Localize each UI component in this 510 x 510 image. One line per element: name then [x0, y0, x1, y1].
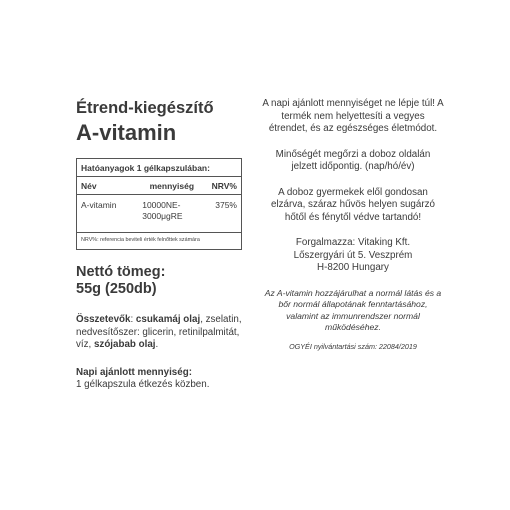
- distributor-country: H-8200 Hungary: [317, 262, 389, 273]
- storage-note: A doboz gyermekek elől gondosan elzárva, száraz hűvös helyen sugárzó hőtől és fénytől védve tartandó!: [271, 186, 435, 223]
- nutrition-table: [76, 158, 242, 250]
- left-column: [76, 98, 246, 392]
- row-amount-line1: 10000NE-: [142, 200, 181, 210]
- distributor-info: [262, 237, 444, 275]
- distributor-address: Lőszergyári út 5. Veszprém: [293, 249, 413, 261]
- ingredients-label: Összetevők: [76, 314, 131, 325]
- dosage-warning: A napi ajánlott mennyiséget ne lépje túl! A termék nem helyettesíti a vegyes étrendet, és az egészséges életmódot.: [262, 98, 444, 134]
- row-name: A-vitamin: [81, 200, 117, 210]
- column-nrv: NRV%: [211, 181, 237, 191]
- product-category: Étrend-kiegészítő: [76, 99, 214, 117]
- ingredients-end: .: [155, 339, 159, 350]
- nutrition-table-columns: [77, 177, 241, 195]
- row-amount: [142, 200, 201, 222]
- ingredients-colon: :: [130, 314, 136, 325]
- health-claim: Az A-vitamin hozzájárulhat a normál látás és a bőr normál állapotának fenntartásához, valamint az immunrendszer normál működéséhez.: [264, 287, 442, 332]
- daily-dose-text: 1 gélkapszula étkezés közben.: [76, 379, 210, 390]
- ingredient-soybean-oil: szójabab olaj: [93, 339, 156, 350]
- net-weight-value: 55g (250db): [76, 281, 157, 297]
- net-weight: [76, 264, 246, 298]
- daily-dose-label: Napi ajánlott mennyiség:: [76, 366, 192, 378]
- table-row: [77, 195, 241, 233]
- nutrition-table-heading: Hatóanyagok 1 gélkapszulában:: [77, 159, 241, 177]
- ingredient-cod-liver-oil: csukamáj olaj: [135, 314, 201, 325]
- net-weight-label: Nettó tömeg:: [76, 264, 166, 280]
- ingredients-text: , zselatin, nedvesítőszer: glicerin, retinilpalmitát, víz,: [76, 314, 242, 350]
- column-amount: mennyiség: [149, 181, 195, 191]
- registration-number: OGYÉI nyilvántartási szám: 22084/2019: [289, 341, 417, 351]
- row-amount-line2: 3000μgRE: [142, 211, 183, 221]
- row-nrv: 375%: [215, 200, 237, 210]
- daily-dose: [76, 367, 246, 392]
- distributor-name: Forgalmazza: Vitaking Kft.: [295, 237, 411, 248]
- shelf-life-note: Minőségét megőrzi a doboz oldalán jelzett időpontig. (nap/hó/év): [275, 148, 431, 172]
- product-name: A-vitamin: [76, 120, 177, 145]
- ingredients: [76, 314, 246, 352]
- right-column: [262, 98, 444, 352]
- nutrition-table-footnote: NRV%: referencia beviteli érték felnőttek számára: [81, 237, 200, 243]
- column-name: Név: [81, 181, 97, 191]
